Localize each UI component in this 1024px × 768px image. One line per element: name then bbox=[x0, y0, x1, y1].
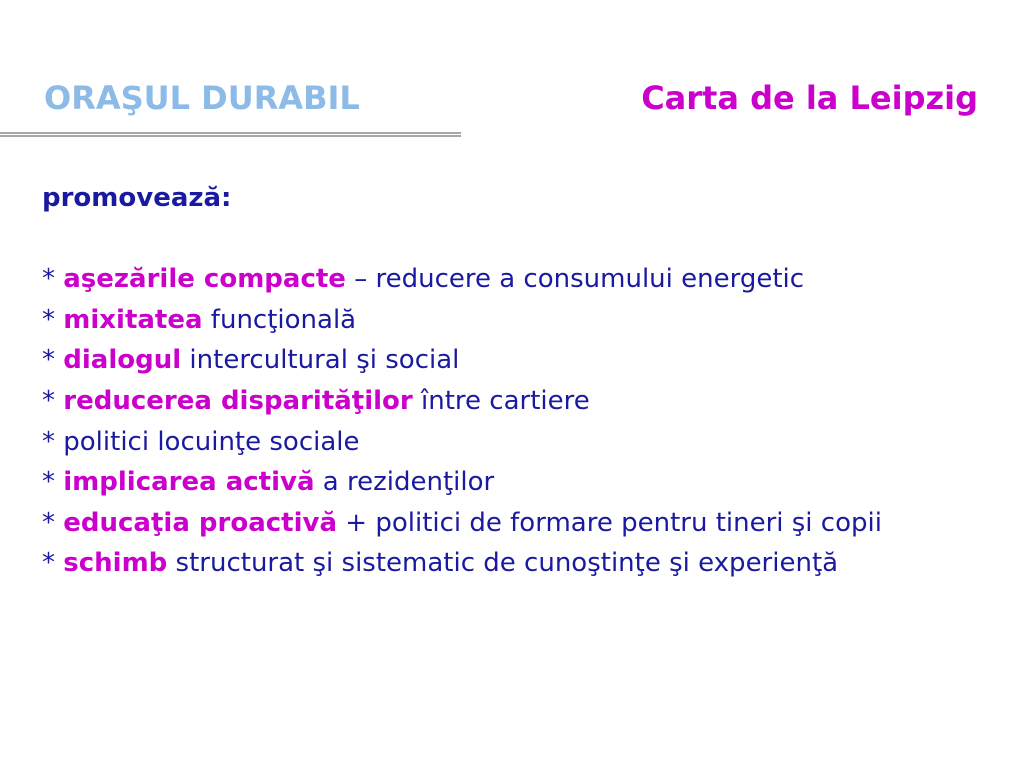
bullet-keyword: dialogul bbox=[63, 345, 182, 376]
bullet-item bbox=[42, 300, 992, 341]
bullet-marker: * bbox=[42, 304, 64, 335]
bullet-text: intercultural şi social bbox=[181, 345, 460, 376]
bullet-item bbox=[42, 340, 992, 381]
bullet-marker: * bbox=[42, 264, 64, 295]
bullet-marker: * bbox=[42, 548, 64, 579]
bullet-marker: * bbox=[42, 507, 64, 538]
bullet-marker: * bbox=[42, 385, 64, 416]
divider-line-bottom bbox=[0, 135, 461, 137]
blank-line bbox=[42, 219, 992, 260]
bullet-text: funcţională bbox=[202, 304, 357, 335]
bullet-item bbox=[42, 543, 992, 584]
title-divider bbox=[0, 132, 461, 137]
body-heading: promovează: bbox=[42, 183, 232, 213]
slide-subtitle: Carta de la Leipzig bbox=[641, 79, 978, 117]
bullet-marker: * bbox=[42, 345, 64, 376]
bullet-text: – reducere a consumului energetic bbox=[345, 264, 805, 295]
bullet-item bbox=[42, 259, 992, 300]
bullet-keyword: schimb bbox=[63, 548, 168, 579]
bullet-keyword: reducerea disparităţilor bbox=[63, 385, 413, 416]
bullet-text: structurat şi sistematic de cunoştinţe şi experienţă bbox=[167, 548, 839, 579]
bullet-text: a rezidenţilor bbox=[314, 467, 495, 498]
bullet-keyword: mixitatea bbox=[63, 304, 203, 335]
bullet-item bbox=[42, 503, 992, 544]
bullet-marker: * bbox=[42, 467, 64, 498]
bullet-keyword: aşezările compacte bbox=[63, 264, 346, 295]
bullet-item bbox=[42, 422, 992, 463]
bullet-keyword: educaţia proactivă bbox=[63, 507, 338, 538]
slide-title: ORAŞUL DURABIL bbox=[44, 79, 360, 117]
bullet-marker: * bbox=[42, 426, 64, 457]
bullet-text: între cartiere bbox=[412, 385, 590, 416]
bullet-text: + politici de formare pentru tineri şi copii bbox=[337, 507, 882, 538]
bullet-keyword: implicarea activă bbox=[63, 467, 315, 498]
bullet-text: politici locuinţe sociale bbox=[63, 426, 360, 457]
bullet-item bbox=[42, 381, 992, 422]
slide-body bbox=[42, 178, 992, 584]
bullet-item bbox=[42, 462, 992, 503]
